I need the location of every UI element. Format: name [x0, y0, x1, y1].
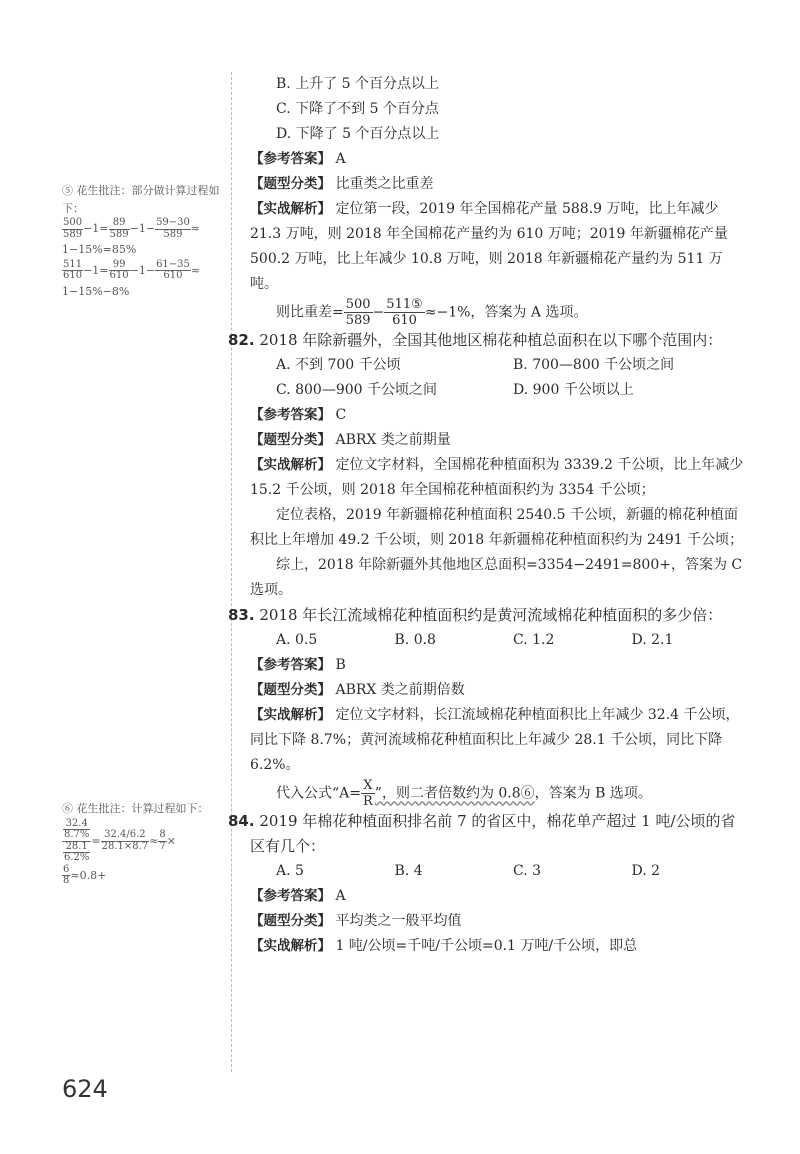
option: B. 0.8 — [394, 632, 436, 648]
note-line: 1−15%−8% — [62, 284, 130, 298]
option: A. 0.5 — [276, 632, 318, 648]
option: A. 5 — [276, 863, 304, 879]
note-formula: $\frac{500}{589}$ −1= $\frac{89}{589}$ −1− $\frac{59-30}{589}$ ≈ — [63, 217, 201, 240]
main-content — [228, 72, 750, 959]
margin-note-1 — [62, 182, 230, 300]
analysis-paragraph: 综上，2018 年除新疆外其他地区总面积=3354−2491=800+，答案为 C 选项。 — [250, 557, 743, 598]
question-82: 82. 2018 年除新疆外，全国其他地区棉花种植总面积在以下哪个范围内： — [228, 331, 723, 349]
column-divider — [231, 72, 232, 1072]
fraction: $\frac{61-35}{610}$ — [156, 258, 190, 282]
margin-note-2 — [62, 800, 230, 888]
type-row: 【题型分类】 ABRX 类之前期量 — [250, 432, 451, 448]
fraction: $\frac{99}{610}$ — [109, 258, 129, 282]
q84-options — [250, 859, 750, 884]
note-title: ⑥ 花生批注：计算过程如下： — [62, 802, 209, 815]
q82-options — [250, 353, 750, 403]
q83-options — [250, 628, 750, 653]
fraction: $\frac{511}{610}$ — [63, 258, 83, 282]
option: C. 800—900 千公顷之间 — [276, 382, 438, 398]
fraction: $\frac{500}{589}$ — [63, 217, 83, 240]
option: C. 1.2 — [513, 632, 555, 648]
note-formula: $\frac{511}{610}$ −1= $\frac{99}{610}$ −1− $\frac{61-35}{610}$ ≈ — [63, 258, 201, 282]
margin-notes — [62, 0, 230, 1154]
question-84: 84. 2019 年棉花种植面积排名前 7 的省区中，棉花单产超过 1 吨/公顷的省区有几个： — [228, 812, 736, 855]
answer-row: 【参考答案】 B — [250, 657, 346, 673]
note-line: 1−15%=85% — [62, 243, 137, 257]
fraction: $\frac{500}{589}$ — [345, 297, 371, 328]
type-row: 【题型分类】 比重类之比重差 — [250, 176, 434, 192]
type-row: 【题型分类】 平均类之一般平均值 — [250, 913, 462, 929]
fraction: $\frac{6}{8}$ — [63, 863, 70, 887]
note-title: ⑤ 花生批注：部分做计算过程如下： — [62, 184, 220, 215]
answer-row: 【参考答案】 C — [250, 407, 347, 423]
option-c: C. 下降了不到 5 个百分点 — [276, 101, 439, 117]
question-83: 83. 2018 年长江流域棉花种植面积约是黄河流域棉花种植面积的多少倍： — [228, 606, 723, 624]
page-number: 624 — [62, 1075, 108, 1103]
compound-fraction: $\frac{\frac{32.4}{8.7\%}}{\frac{28.1}{6.2\%}}$ — [64, 817, 90, 864]
option: A. 不到 700 千公顷 — [276, 357, 401, 373]
note-formula: $\frac{\frac{32.4}{8.7\%}}{\frac{28.1}{6.2\%}}$ = $\frac{32.4/6.2}{28.1\times 8.7}$ ≈ $\frac{8}{7}$ × — [64, 817, 176, 864]
fraction: $\frac{X}{R}$ — [363, 778, 373, 809]
analysis-row: 【实战解析】 定位文字材料，全国棉花种植面积为 3339.2 千公顷，比上年减少 15.2 千公顷，则 2018 年全国棉花种植面积约为 3354 千公顷； — [250, 457, 744, 498]
option-b: B. 上升了 5 个百分点以上 — [276, 76, 439, 92]
option-d: D. 下降了 5 个百分点以上 — [276, 126, 440, 142]
option: C. 3 — [513, 863, 542, 879]
fraction: $\frac{59-30}{589}$ — [156, 217, 190, 240]
fraction: $\frac{32.4/6.2}{28.1\times 8.7}$ — [101, 829, 149, 852]
fraction: $\frac{\text{511⑤}}{610}$ — [386, 297, 423, 328]
type-row: 【题型分类】 ABRX 类之前期倍数 — [250, 682, 465, 698]
answer-row: 【参考答案】 A — [250, 888, 346, 904]
analysis-row: 【实战解析】 定位文字材料，长江流域棉花种植面积比上年减少 32.4 千公顷，同比下降 8.7%；黄河流域棉花种植面积比上年减少 28.1 千公顷，同比下降 6.2%。 — [250, 707, 740, 773]
answer-row: 【参考答案】 A — [250, 151, 346, 167]
option: B. 4 — [394, 863, 423, 879]
analysis-row: 【实战解析】 定位第一段，2019 年全国棉花产量 588.9 万吨，比上年减少 21.3 万吨，则 2018 年全国棉花产量约为 610 万吨；2019 年新疆棉花产量 500.2 万吨，比上年减少 10.8 万吨，则 2018 年新疆棉花产量约为 511 万吨。 — [250, 201, 728, 292]
option: D. 2.1 — [631, 632, 674, 648]
fraction: $\frac{89}{589}$ — [109, 217, 129, 240]
analysis-paragraph: 定位表格，2019 年新疆棉花种植面积 2540.5 千公顷，新疆的棉花种植面积比上年增加 49.2 千公顷，则 2018 年新疆棉花种植面积约为 2491 千公顷； — [250, 507, 744, 548]
option: B. 700—800 千公顷之间 — [513, 357, 675, 373]
analysis-row: 【实战解析】 1 吨/公顷=千吨/千公顷=0.1 万吨/千公顷，即总 — [250, 938, 638, 954]
fraction: $\frac{8}{7}$ — [159, 829, 166, 852]
note-formula: $\frac{6}{8}$ ≈0.8+ — [63, 863, 107, 887]
option: D. 900 千公顷以上 — [513, 382, 634, 398]
option: D. 2 — [631, 863, 661, 879]
formula: 代入公式“A= $\frac{X}{R}$ ”，则二者倍数约为 0.8⑥，答案为 B 选项。 — [276, 778, 652, 809]
formula: 则比重差= $\frac{500}{589}$ − $\frac{\text{511⑤}}{610}$ ≈−1%，答案为 A 选项。 — [276, 297, 588, 328]
